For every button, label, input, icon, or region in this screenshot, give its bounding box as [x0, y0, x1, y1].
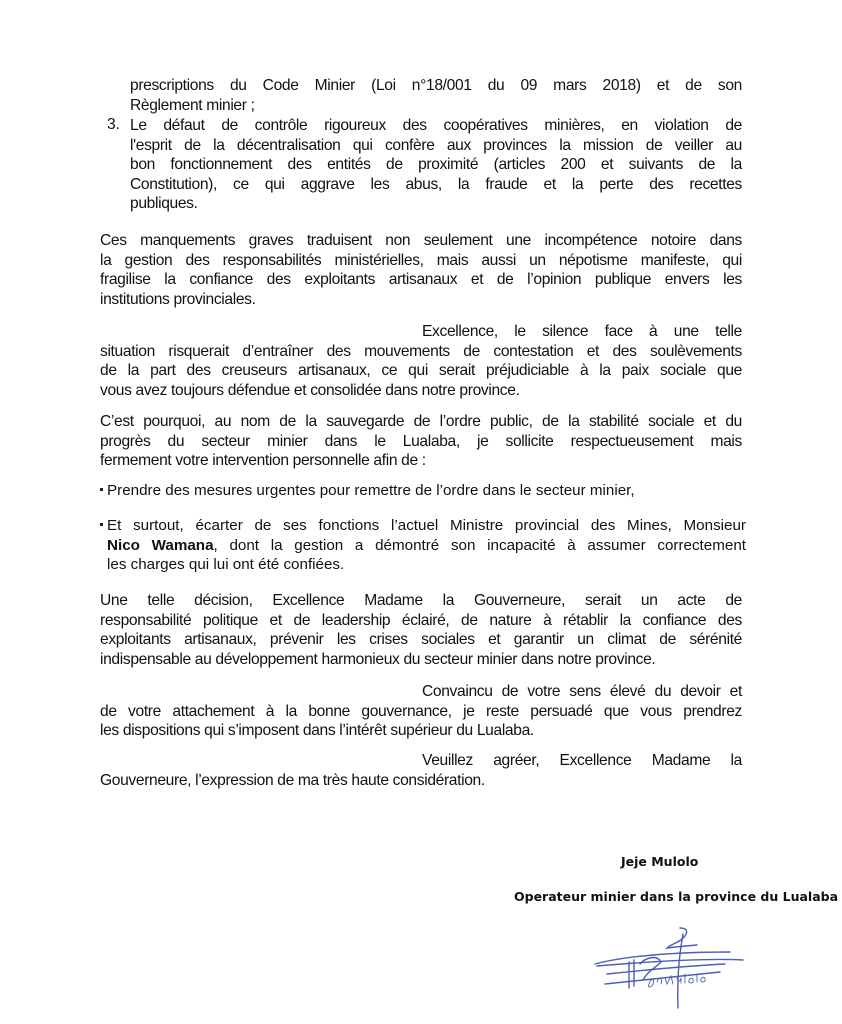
- paragraph-shortcomings: [100, 231, 742, 309]
- bullet-text: Prendre des mesures urgentes pour remettre de l’ordre dans le secteur minier,: [107, 482, 635, 499]
- list-item-3: [130, 116, 742, 214]
- text-line: fermement votre intervention personnelle afin de :: [100, 452, 426, 470]
- text-line: progrès du secteur minier dans le Lualaba, je sollicite respectueusement mais: [100, 432, 742, 450]
- paragraph-silence: [100, 322, 742, 400]
- bullet-text: Et surtout, écarter de ses fonctions l’actuel Ministre provincial des Mines, Monsieur: [107, 517, 746, 534]
- text-line: exploitants artisanaux, prévenir les crises sociales et garantir un climat de sérénité: [100, 631, 742, 649]
- text-line: indispensable au développement harmonieux du secteur minier dans notre province.: [100, 650, 656, 668]
- bullet-text: , dont la gestion a démontré son incapacité à assumer correctement: [213, 536, 746, 554]
- text-line: Le défaut de contrôle rigoureux des coopératives minières, en violation de: [130, 117, 742, 134]
- bullet-item-2: [100, 516, 746, 575]
- text-line: Une telle décision, Excellence Madame la Gouverneure, serait un acte de: [100, 592, 742, 609]
- list-number: 3.: [107, 116, 121, 133]
- minister-name: Nico Wamana: [107, 536, 214, 554]
- text-line: Veuillez agréer, Excellence Madame la: [422, 752, 742, 769]
- text-line: Ces manquements graves traduisent non seulement une incompétence notoire dans: [100, 232, 742, 249]
- text-line: Règlement minier ;: [130, 96, 255, 114]
- text-line: bon fonctionnement des entités de proximité (articles 200 et suivants de la: [130, 156, 742, 174]
- text-line: Constitution), ce qui aggrave les abus, la fraude et la perte des recettes: [130, 175, 742, 193]
- text-line: responsabilité politique et de leadership éclairé, de nature à rétablir la confiance des: [100, 611, 742, 629]
- text-line: Excellence, le silence face à une telle: [422, 323, 742, 340]
- paragraph-request: [100, 412, 742, 471]
- text-line: les dispositions qui s’imposent dans l’intérêt supérieur du Lualaba.: [100, 722, 534, 740]
- bullet-icon: [100, 488, 103, 491]
- text-line: C’est pourquoi, au nom de la sauvegarde de l’ordre public, de la stabilité sociale et du: [100, 413, 742, 430]
- text-line: l'esprit de la décentralisation qui confère aux provinces la mission de veiller au: [130, 136, 742, 154]
- list-item-2-continuation: [130, 76, 742, 115]
- text-line: institutions provinciales.: [100, 290, 256, 308]
- text-line: de votre attachement à la bonne gouvernance, je reste persuadé que vous prendrez: [100, 702, 742, 720]
- bullet-icon: [100, 523, 103, 526]
- paragraph-closing: [100, 751, 742, 790]
- text-line: publiques.: [130, 195, 198, 213]
- bullet-item-1: [100, 481, 746, 501]
- bullet-text: les charges qui lui ont été confiées.: [107, 556, 345, 574]
- text-line: vous avez toujours défendue et consolidée dans notre province.: [100, 381, 520, 399]
- text-line: fragilise la confiance des exploitants artisanaux et de l’opinion publique envers les: [100, 271, 742, 289]
- handwritten-signature: [585, 922, 755, 1014]
- text-line: Convaincu de votre sens élevé du devoir et: [422, 683, 742, 700]
- text-line: la gestion des responsabilités ministérielles, mais aussi un népotisme manifeste, qui: [100, 251, 742, 269]
- text-line: Gouverneure, l’expression de ma très haute considération.: [100, 771, 485, 789]
- text-line: prescriptions du Code Minier (Loi n°18/001 du 09 mars 2018) et de son: [130, 77, 742, 94]
- paragraph-decision: [100, 591, 742, 669]
- text-line: de la part des creuseurs artisanaux, ce qui serait préjudiciable à la paix sociale que: [100, 362, 742, 380]
- text-line: situation risquerait d’entraîner des mouvements de contestation et des soulèvements: [100, 342, 742, 360]
- signatory-name: Jeje Mulolo: [621, 854, 699, 869]
- signatory-title: Operateur minier dans la province du Lualaba: [514, 889, 839, 904]
- paragraph-conviction: [100, 682, 742, 741]
